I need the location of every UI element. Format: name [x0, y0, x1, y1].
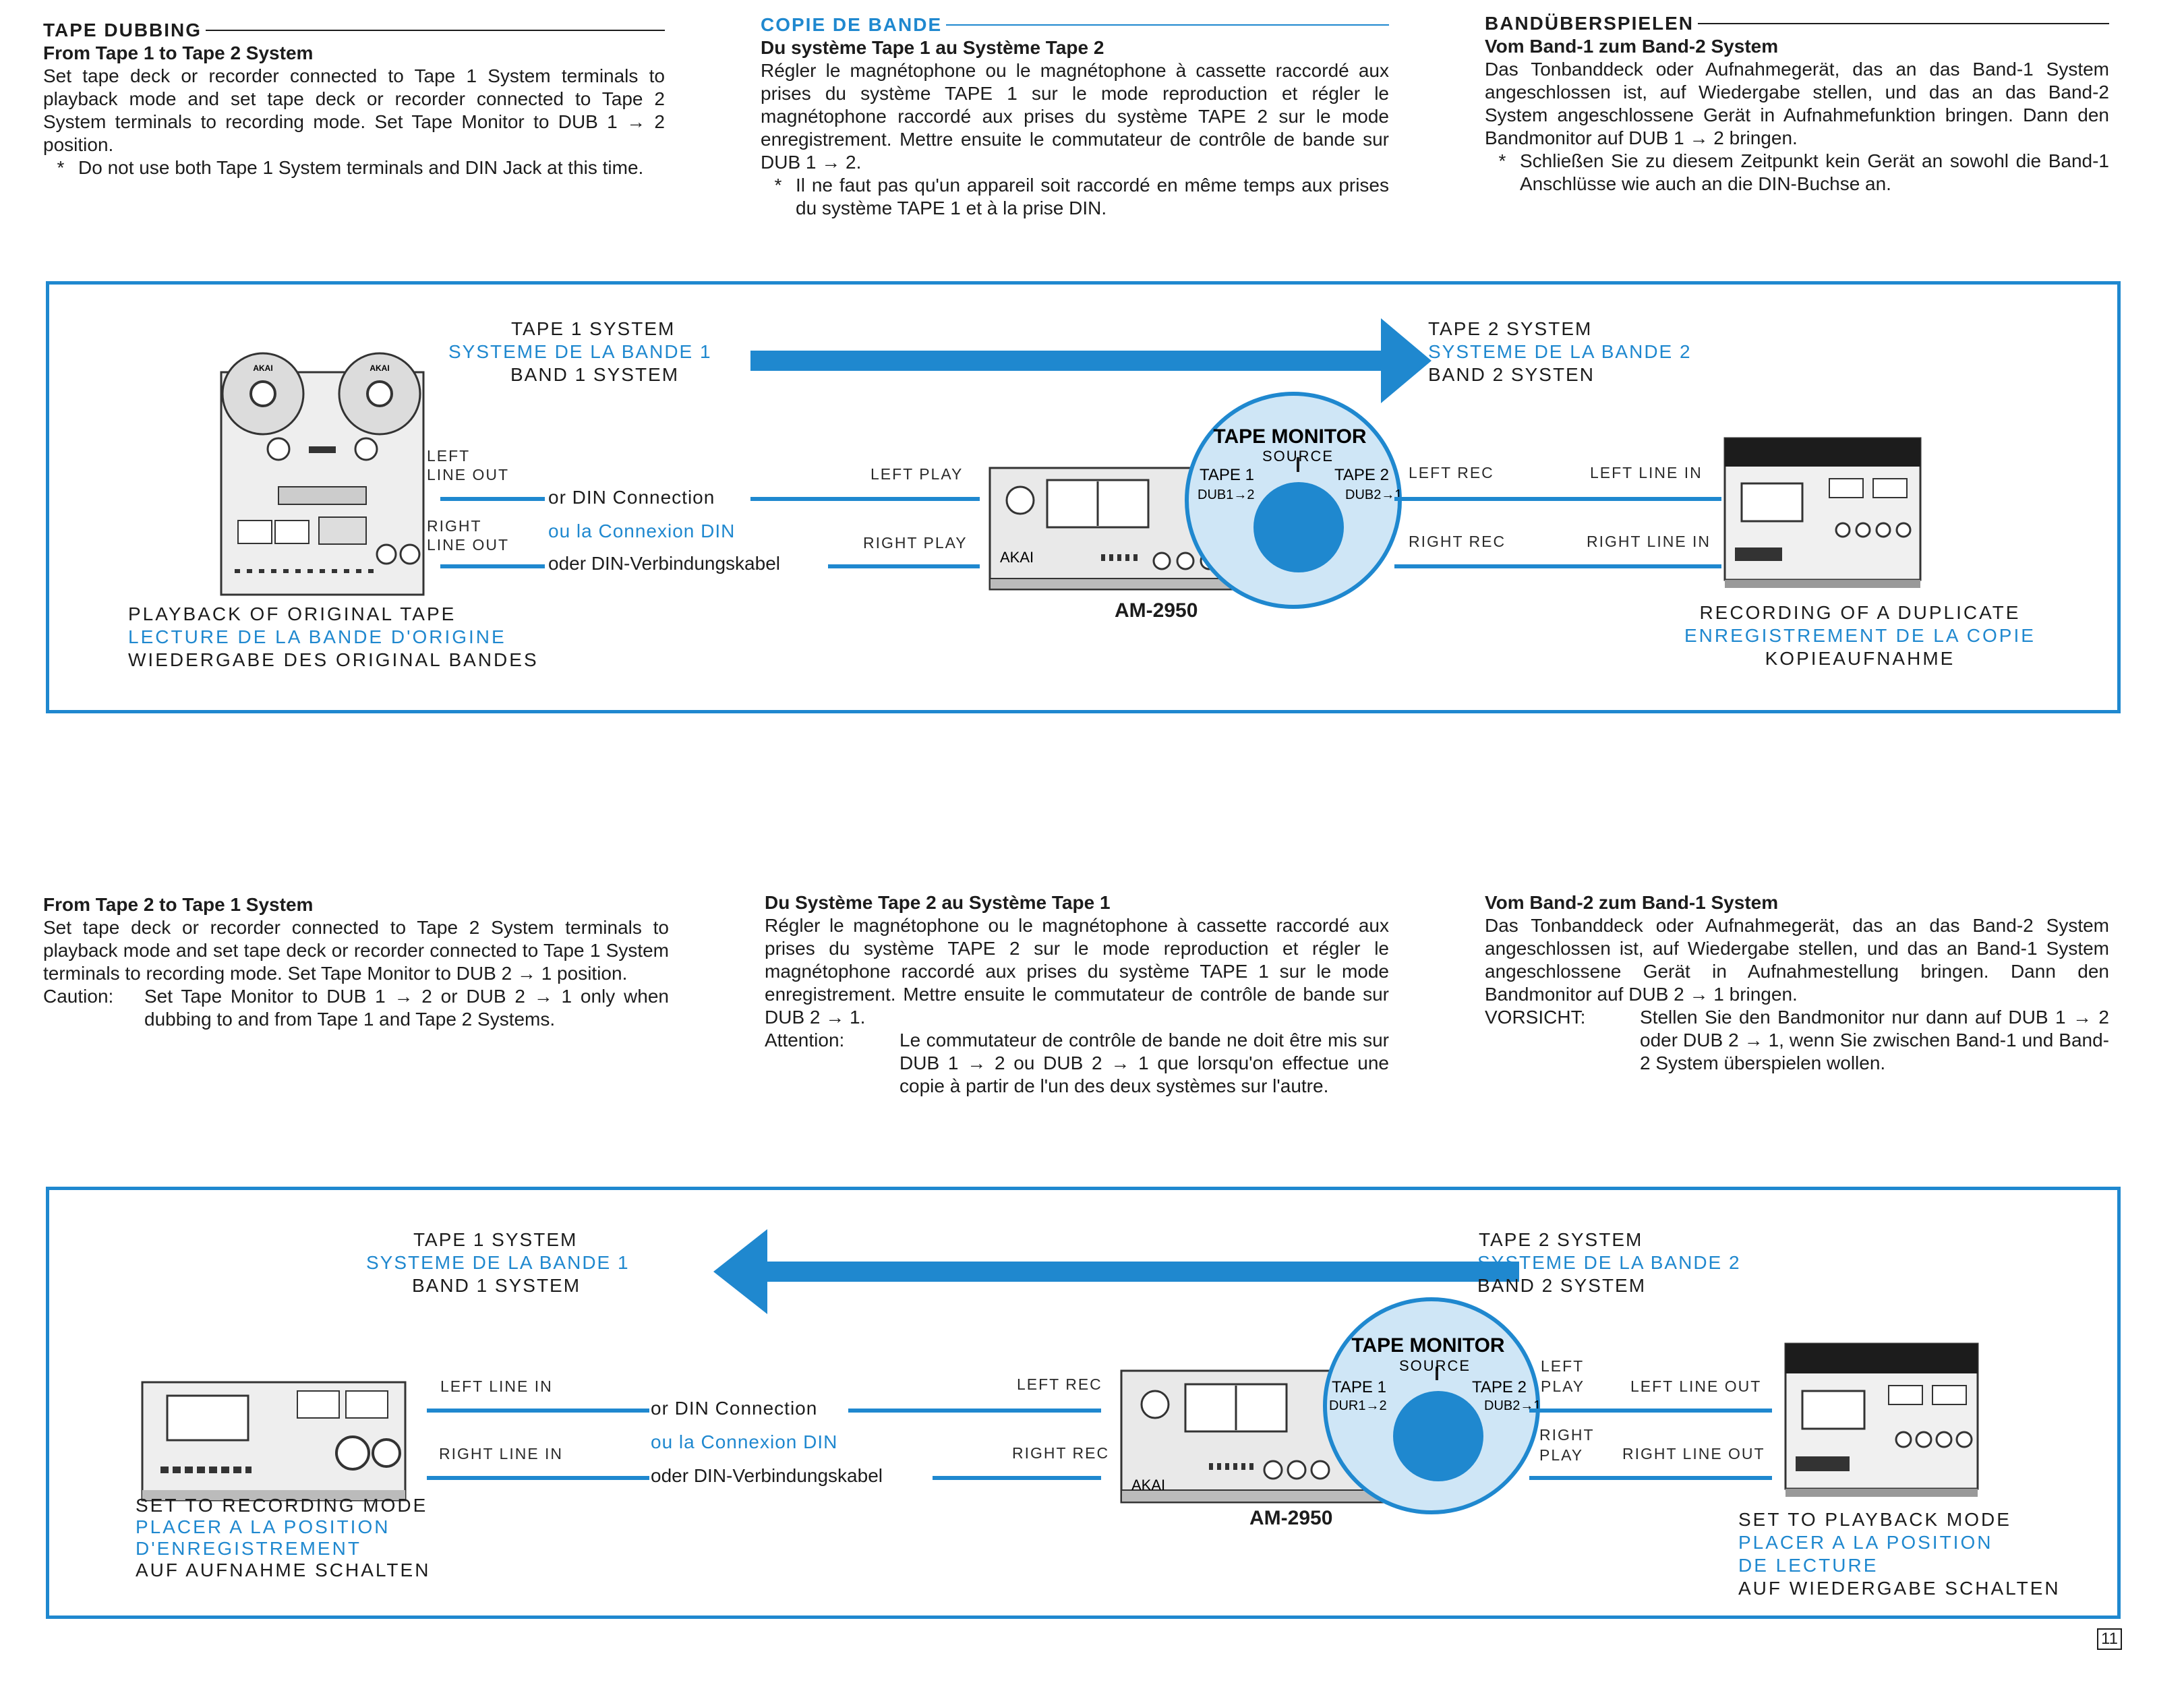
right-line-in-label: RIGHT LINE IN [439, 1445, 564, 1462]
note: * Schließen Sie zu diesem Zeitpunkt kein Gerät an sowohl die Band-1 Anschlüsse wie auch an die DIN-Buchse an. [1498, 150, 2109, 194]
reel-to-reel-deck-icon [221, 353, 423, 595]
din-label-de: oder DIN-Verbindungskabel [651, 1465, 883, 1486]
right-line-out-label: RIGHT LINE OUT [1622, 1445, 1765, 1462]
signal-direction-arrow [750, 318, 1432, 403]
monitor-dub12: DUB1→2 [1198, 487, 1255, 502]
right-line-in-label: RIGHT LINE IN [1587, 533, 1711, 550]
right-rec-label: RIGHT REC [1409, 533, 1506, 550]
left-caption: PLAYBACK OF ORIGINAL TAPE LECTURE DE LA BANDE D'ORIGINE WIEDERGABE DES ORIGINAL BANDES [128, 603, 539, 670]
caution: Attention: Le commutateur de contrôle de bande ne doit être mis sur DUB 1 → 2 ou DUB 2 → 1 que lorsqu'on effectue une copie à partir de l'un des deux systèmes sur l'autre. [765, 1030, 1389, 1096]
right-caption: SET TO PLAYBACK MODE PLACER A LA POSITION DE LECTURE AUF WIEDERGABE SCHALTEN [1738, 1509, 2061, 1599]
diagram-tape2-to-tape1 [46, 1187, 2121, 1619]
monitor-title: TAPE MONITOR [1213, 425, 1367, 448]
left-line-out-label: LEFT LINE OUT [1630, 1377, 1762, 1395]
dst-label-en: TAPE 2 SYSTEM [1428, 318, 1593, 339]
left-line-out-label: LEFT LINE OUT [427, 447, 510, 483]
monitor-tape1: TAPE 1 [1200, 466, 1254, 484]
right-play-label: RIGHT PLAY [1539, 1426, 1595, 1464]
body-text: Das Tonbanddeck oder Aufnahmegerät, das an das Band-1 System angeschlossen ist, auf Wiedergabe stellen, und das an das Band-2 System angeschlossene Gerät in Aufnahmefunktion bringen. Dann den Bandmonitor auf DUB 1 → 2 bringen. [1485, 59, 2109, 148]
heading-tape-dubbing: TAPE DUBBING [43, 19, 665, 42]
body-text: Set tape deck or recorder connected to Tape 1 System terminals to playback mode and set tape deck or recorder connected to Tape 2 System terminals to recording mode. Set Tape Monitor to DUB 1 → 2 position. [43, 65, 665, 155]
monitor-source: SOURCE [1262, 448, 1334, 465]
left-caption: SET TO RECORDING MODE PLACER A LA POSITION D'ENREGISTREMENT AUF AUFNAHME SCHALTEN [136, 1495, 431, 1580]
section2-fr [765, 891, 1389, 1098]
body-text: Set tape deck or recorder connected to Tape 2 System terminals to playback mode and set tape deck or recorder connected to Tape 1 System terminals to recording mode. Set Tape Monitor to DUB 2 → 1 position. [43, 917, 669, 984]
monitor-tape2: TAPE 2 [1472, 1378, 1527, 1396]
dst-label-fr: SYSTEME DE LA BANDE 2 [1428, 341, 1692, 362]
left-rec-label: LEFT REC [1409, 464, 1494, 481]
right-line-out-label: RIGHT LINE OUT [427, 517, 510, 554]
body-text: Régler le magnétophone ou le magnétophone à cassette raccordé aux prises du système TAPE 2 sur le mode reproduction et régler le magnétophone raccordé aux prises du système TAPE 1 sur le mode enregistrement. Mettre ensuite le commutateur de contrôle de bande sur DUB 2 → 1. [765, 915, 1389, 1028]
din-label-fr: ou la Connexion DIN [548, 521, 736, 541]
monitor-title: TAPE MONITOR [1351, 1334, 1505, 1357]
caution: Caution: Set Tape Monitor to DUB 1 → 2 or DUB 2 → 1 only when dubbing to and from Tape 1 and Tape 2 Systems. [43, 986, 669, 1030]
din-label-en: or DIN Connection [651, 1398, 818, 1419]
signal-direction-arrow [713, 1229, 1519, 1314]
din-label-de: oder DIN-Verbindungskabel [548, 553, 780, 574]
section1-fr [761, 13, 1389, 220]
note: * Il ne faut pas qu'un appareil soit raccordé en même temps aux prises du système TAPE 1 et à la prise DIN. [774, 175, 1389, 218]
cassette-deck-icon [142, 1382, 405, 1500]
monitor-dub21: DUB2→1 [1484, 1398, 1541, 1413]
left-label-fr: SYSTEME DE LA BANDE 1 [366, 1252, 630, 1273]
subheading: Vom Band-1 zum Band-2 System [1485, 36, 1779, 57]
left-label-en: TAPE 1 SYSTEM [413, 1229, 578, 1250]
svg-text:AKAI: AKAI [253, 363, 273, 373]
svg-text:AKAI: AKAI [370, 363, 390, 373]
subheading: From Tape 1 to Tape 2 System [43, 42, 314, 63]
monitor-dub12: DUR1→2 [1329, 1398, 1387, 1413]
right-label-de: BAND 2 SYSTEM [1477, 1275, 1647, 1296]
left-label-de: BAND 1 SYSTEM [412, 1275, 581, 1296]
din-label-en: or DIN Connection [548, 487, 715, 508]
page-number: 11 [2097, 1628, 2122, 1650]
cassette-deck-icon [1785, 1344, 1978, 1497]
src-label-fr: SYSTEME DE LA BANDE 1 [448, 341, 712, 362]
right-label-en: TAPE 2 SYSTEM [1479, 1229, 1643, 1250]
model-label: AM-2950 [1249, 1507, 1333, 1529]
right-caption: RECORDING OF A DUPLICATE ENREGISTREMENT DE LA COPIE KOPIEAUFNAHME [1684, 602, 2036, 669]
right-rec-label: RIGHT REC [1012, 1444, 1110, 1462]
subheading: From Tape 2 to Tape 1 System [43, 894, 314, 915]
left-rec-label: LEFT REC [1017, 1375, 1102, 1393]
monitor-tape2: TAPE 2 [1334, 466, 1389, 484]
monitor-tape1: TAPE 1 [1332, 1378, 1386, 1396]
section1-en [43, 19, 665, 179]
subheading: Du Système Tape 2 au Système Tape 1 [765, 892, 1111, 913]
monitor-source: SOURCE [1398, 1357, 1471, 1374]
src-label-en: TAPE 1 SYSTEM [511, 318, 676, 339]
section2-en [43, 893, 669, 1031]
right-play-label: RIGHT PLAY [863, 534, 968, 552]
left-line-in-label: LEFT LINE IN [440, 1377, 553, 1395]
left-play-label: LEFT PLAY [1541, 1357, 1585, 1395]
subheading: Du système Tape 1 au Système Tape 2 [761, 37, 1104, 58]
tape-monitor-knob-icon [1187, 394, 1402, 607]
section2-de [1485, 891, 2109, 1075]
diagram-tape1-to-tape2 [46, 281, 2121, 713]
right-label-fr: SYSTEME DE LA BANDE 2 [1477, 1252, 1741, 1273]
section1-de [1485, 12, 2109, 196]
cassette-deck-icon [1725, 438, 1920, 588]
caution: VORSICHT: Stellen Sie den Bandmonitor nur dann auf DUB 1 → 2 oder DUB 2 → 1, wenn Sie zwischen Band-1 und Band-2 System überspielen wollen. [1485, 1007, 2109, 1073]
din-label-fr: ou la Connexion DIN [651, 1431, 838, 1452]
body-text: Régler le magnétophone ou le magnétophone à cassette raccordé aux prises du système TAPE 1 sur le mode reproduction et régler le magnétophone raccordé aux prises du système TAPE 2 sur le mode enregistrement. Mettre ensuite le commutateur de contrôle de bande sur DUB 1 → 2. [761, 60, 1389, 173]
body-text: Das Tonbanddeck oder Aufnahmegerät, das an das Band-2 System angeschlossen ist, auf Wiedergabe stellen, und das an Band-1 System angeschlossene Gerät in Aufnahmestellung bringen. Dann den Bandmonitor auf DUB 2 → 1 bringen. [1485, 915, 2109, 1005]
heading-copie-de-bande: COPIE DE BANDE [761, 13, 1389, 36]
left-line-in-label: LEFT LINE IN [1590, 464, 1703, 481]
note: * Do not use both Tape 1 System terminals and DIN Jack at this time. [57, 157, 644, 178]
src-label-de: BAND 1 SYSTEM [510, 364, 680, 385]
svg-text:AKAI: AKAI [1000, 549, 1034, 566]
monitor-dub21: DUB2→1 [1345, 487, 1403, 502]
model-label: AM-2950 [1115, 599, 1198, 622]
left-play-label: LEFT PLAY [870, 465, 964, 483]
subheading: Vom Band-2 zum Band-1 System [1485, 892, 1779, 913]
dst-label-de: BAND 2 SYSTEN [1428, 364, 1595, 385]
heading-bandueberspielen: BANDÜBERSPIELEN [1485, 12, 2109, 35]
tape-monitor-knob-icon [1325, 1299, 1541, 1512]
svg-text:AKAI: AKAI [1131, 1477, 1166, 1493]
